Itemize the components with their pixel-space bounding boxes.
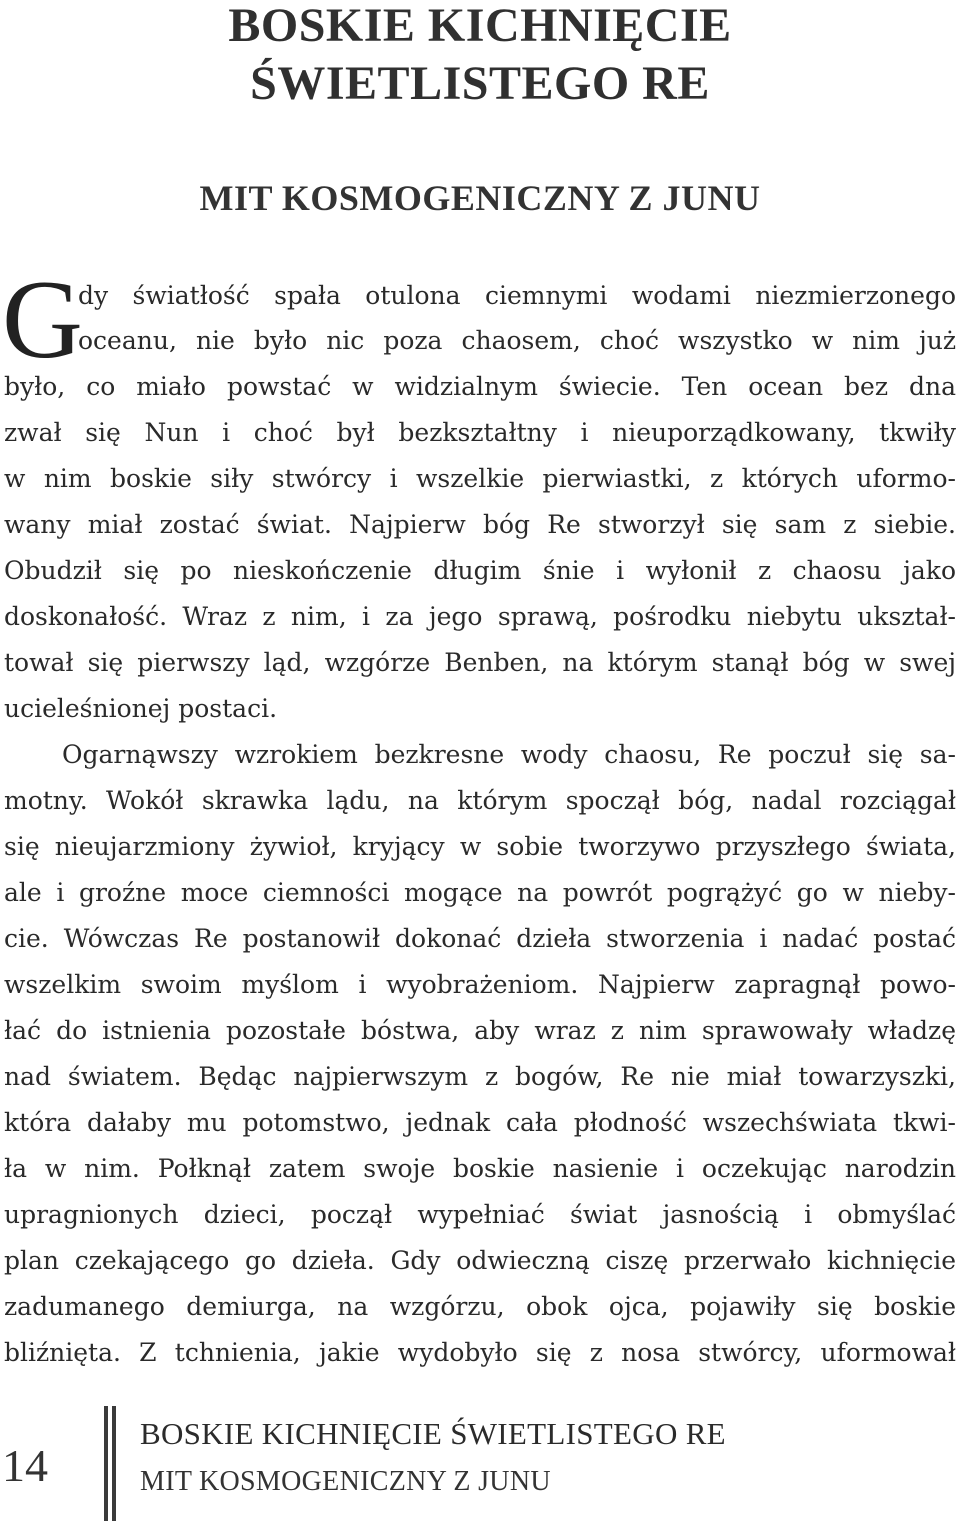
chapter-title-line-1: BOSKIE KICHNIĘCIE bbox=[228, 0, 732, 52]
text-line: ucieleśnionej postaci. bbox=[4, 694, 278, 723]
chapter-title-line-2: ŚWIETLISTEGO RE bbox=[250, 57, 710, 110]
text-line: doskonałość. Wraz z nim, i za jego sprawą, pośrodku niebytu ukształ- bbox=[4, 602, 956, 631]
text-line: łać do istnienia pozostałe bóstwa, aby wraz z nim sprawowały władzę bbox=[4, 1016, 956, 1045]
text-line: wany miał zostać świat. Najpierw bóg Re stworzył się sam z siebie. bbox=[4, 510, 956, 539]
text-line: cie. Wówczas Re postanowił dokonać dzieła stworzenia i nadać postać bbox=[4, 924, 956, 953]
text-line: ła w nim. Połknął zatem swoje boskie nasienie i oczekując narodzin bbox=[4, 1154, 956, 1183]
text-line: Ogarnąwszy wzrokiem bezkresne wody chaosu, Re poczuł się sa- bbox=[62, 740, 956, 769]
text-line: zadumanego demiurga, na wzgórzu, obok ojca, pojawiły się boskie bbox=[4, 1292, 956, 1321]
footer-divider bbox=[104, 1406, 108, 1521]
text-line: dy światłość spała otulona ciemnymi wodami niezmierzonego bbox=[78, 281, 956, 310]
running-subtitle: MIT KOSMOGENICZNY Z JUNU bbox=[140, 1466, 551, 1497]
drop-cap: G bbox=[2, 258, 83, 382]
text-line: zwał się Nun i choć był bezkształtny i nieuporządkowany, tkwiły bbox=[4, 418, 956, 447]
text-line: nad światem. Będąc najpierwszym z bogów, Re nie miał towarzyszki, bbox=[4, 1062, 956, 1091]
text-line: wszelkim swoim myślom i wyobrażeniom. Najpierw zapragnął powo- bbox=[4, 970, 956, 999]
text-line: ale i groźne moce ciemności mogące na powrót pogrążyć go w nieby- bbox=[4, 878, 956, 907]
text-line: Obudził się po nieskończenie długim śnie i wyłonił z chaosu jako bbox=[4, 556, 956, 585]
text-line: było, co miało powstać w widzialnym świecie. Ten ocean bez dna bbox=[4, 372, 956, 401]
chapter-subtitle: MIT KOSMOGENICZNY Z JUNU bbox=[199, 178, 761, 218]
text-line: tował się pierwszy ląd, wzgórze Benben, na którym stanął bóg w swej bbox=[4, 648, 956, 677]
text-line: w nim boskie siły stwórcy i wszelkie pierwiastki, z których uformo- bbox=[4, 464, 956, 493]
text-line: upragnionych dzieci, począł wypełniać świat jasnością i obmyślać bbox=[4, 1200, 956, 1229]
text-line: plan czekającego go dzieła. Gdy odwieczną ciszę przerwało kichnięcie bbox=[4, 1246, 956, 1275]
page-number: 14 bbox=[2, 1440, 48, 1491]
running-title: BOSKIE KICHNIĘCIE ŚWIETLISTEGO RE bbox=[140, 1416, 726, 1451]
text-line: bliźnięta. Z tchnienia, jakie wydobyło się z nosa stwórcy, uformował bbox=[4, 1338, 956, 1367]
text-line: motny. Wokół skrawka lądu, na którym spoczął bóg, nadal rozciągał bbox=[4, 786, 956, 815]
text-line: która dałaby mu potomstwo, jednak cała płodność wszechświata tkwi- bbox=[4, 1108, 956, 1137]
footer-divider bbox=[112, 1406, 116, 1521]
text-line: się nieujarzmiony żywioł, kryjący w sobie tworzywo przyszłego świata, bbox=[4, 832, 956, 861]
text-line: oceanu, nie było nic poza chaosem, choć wszystko w nim już bbox=[78, 326, 956, 355]
